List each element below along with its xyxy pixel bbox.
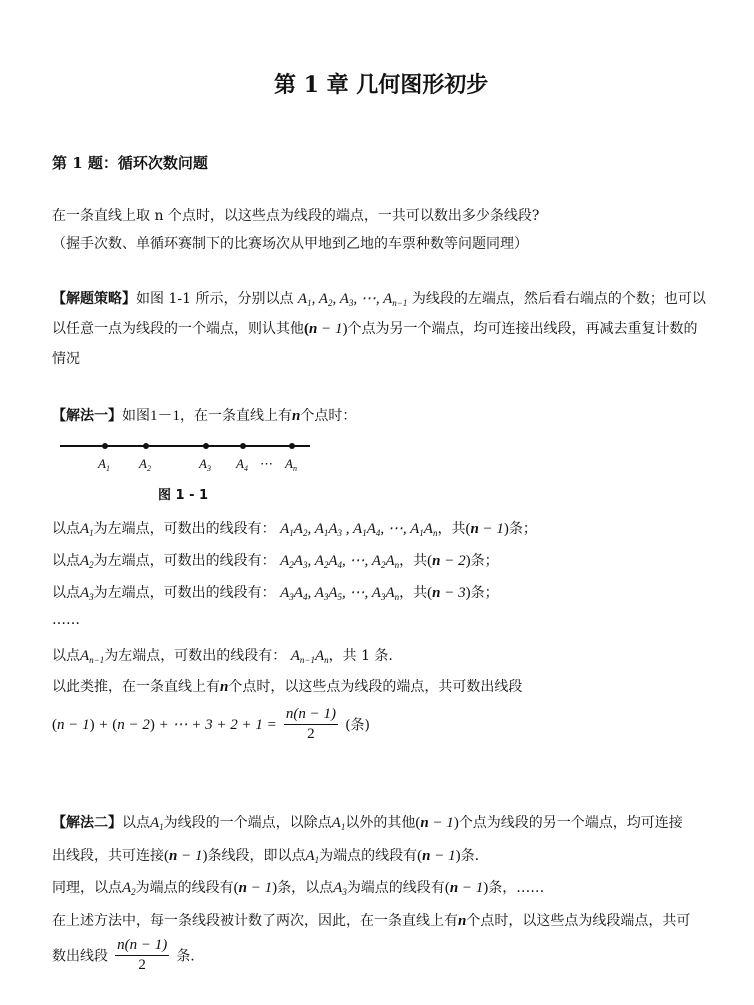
math-points-list: $A_1$, $A_2$, $A_3$, ⋯, $A_{n-1}$ (297, 291, 408, 308)
page-title: 第 1 章 几何图形初步 (274, 72, 489, 98)
math-n-minus-1: (n − 1) (304, 321, 348, 337)
figure-caption: 图 1 - 1 (158, 488, 209, 503)
method1-row-2: 以点$A_2$为左端点，可数出的线段有： $A_2A_3$, $A_2A_4$, ⋯, $A_2A_n$，共(n − 2)条； (52, 553, 499, 570)
label-a2: $A_2$ (139, 456, 151, 473)
strategy-tag: 【解题策略】 (52, 291, 136, 307)
fraction-n-n-minus-1-over-2-m2: $\frac{n(n - 1)}{2}$ (117, 937, 168, 973)
strategy-line-2: 以任意一点为线段的一个端点，则认其他(n − 1)个点为另一个端点，均可连接出线段，再减去重复计数的 (52, 321, 698, 337)
point-a2 (143, 443, 149, 449)
label-dots: ⋯ (260, 456, 273, 471)
method1-row-1: 以点$A_1$为左端点，可数出的线段有： $A_1A_2$, $A_1A_3$ , $A_1A_4$, ⋯, $A_1A_n$，共(n − 1)条； (52, 521, 537, 538)
strategy-line-3: 情况 (52, 351, 80, 367)
number-line (60, 445, 310, 447)
label-a1: $A_1$ (98, 456, 110, 473)
label-a4: $A_4$ (236, 456, 248, 473)
point-a1 (102, 443, 108, 449)
method1-ellipsis: …… (52, 612, 80, 628)
label-a3: $A_3$ (199, 456, 211, 473)
method1-row-5: 以点$A_{n-1}$为左端点，可数出的线段有： $A_{n-1}A_n$，共 1 条. (52, 648, 393, 665)
method2-line-1: 【解法二】以点$A_1$为线段的一个端点，以除点$A_1$以外的其他(n − 1)个点为线段的另一个端点，均可连接 (52, 815, 683, 832)
point-an (289, 443, 295, 449)
strategy-line-1: 【解题策略】如图 1-1 所示，分别以点 $A_1$, $A_2$, $A_3$, ⋯, $A_{n-1}$ 为线段的左端点，然后看右端点的个数；也可以 (52, 291, 706, 308)
method1-conclusion: 以此类推，在一条直线上有n个点时，以这些点为线段的端点，共可数出线段 (52, 679, 523, 695)
method2-tag: 【解法二】 (52, 815, 122, 831)
method1-row-3: 以点$A_3$为左端点，可数出的线段有： $A_3A_4$, $A_3A_5$, ⋯, $A_3A_n$，共(n − 3)条； (52, 585, 499, 602)
method2-line-3: 同理，以点$A_2$为端点的线段有(n − 1)条，以点$A_3$为端点的线段有(n − 1)条，…… (52, 880, 545, 897)
fraction-n-n-minus-1-over-2: $\frac{n(n - 1)}{2}$ (285, 706, 336, 742)
problem-statement: 在一条直线上取 n 个点时，以这些点为线段的端点，一共可以数出多少条线段? (52, 208, 540, 224)
problem-note: （握手次数、单循环赛制下的比赛场次从甲地到乙地的车票种数等问题同理） (52, 236, 528, 252)
method1-tag: 【解法一】 (52, 408, 122, 424)
method2-line-5: 数出线段 $\frac{n(n - 1)}{2}$ 条. (52, 937, 195, 973)
point-a4 (240, 443, 246, 449)
method2-line-4: 在上述方法中，每一条线段被计数了两次，因此，在一条直线上有n个点时，以这些点为线段端点，共可 (52, 913, 691, 929)
method1-intro: 【解法一】如图1－1，在一条直线上有n个点时： (52, 408, 357, 424)
point-a3 (203, 443, 209, 449)
section-heading: 第 1 题：循环次数问题 (52, 154, 208, 172)
label-an: $A_n$ (285, 456, 297, 473)
method2-line-2: 出线段，共可连接(n − 1)条线段，即以点$A_1$为端点的线段有(n − 1)条. (52, 848, 480, 865)
method1-formula: (n − 1) + (n − 2) + ⋯ + 3 + 2 + 1 = $\frac{n(n - 1)}{2}$ (条) (52, 706, 370, 742)
